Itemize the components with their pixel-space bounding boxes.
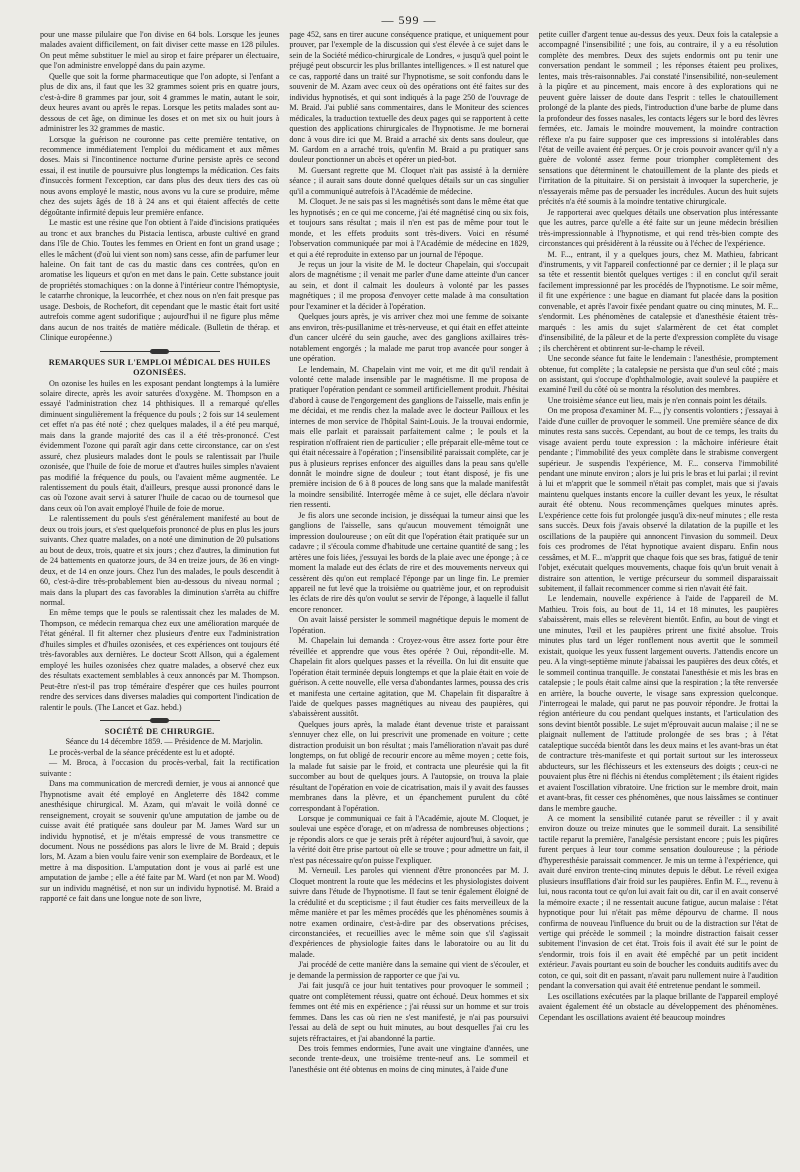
column-3 (539, 30, 778, 1160)
paragraph: Des trois femmes endormies, l'une avait une vingtaine d'années, une seconde trente-deux, une troisième trente-neuf ans. Le sommeil et l'anesthésie ont été obtenus en moins de cinq minutes, à l'aide d'une (289, 1043, 529, 1074)
column-1 (40, 30, 279, 1160)
paragraph: J'ai fait jusqu'à ce jour huit tentatives pour provoquer le sommeil ; quatre ont complètement réussi, quatre ont échoué. Deux hommes et six femmes ont été mis en expérience ; j'ai réussi sur un homme et sur trois femmes. Dans les cas où rien ne s'est manifesté, je n'ai pas poursuivi l'essai au delà de sept ou huit minutes, au bout desquelles j'ai cru les sujets réfractaires, et j'ai abandonné la partie. (289, 981, 529, 1043)
paragraph: Quelques jours après, je vis arriver chez moi une femme de soixante ans environ, très-pusillanime et très-nerveuse, et qui était en effet atteinte d'un cancer ulcéré du sein gauche, avec des ganglions axillaires très-notablement engorgés ; la malade me parut trop avancée pour songer à une opération. (289, 312, 529, 364)
paragraph: M. Cloquet. Je ne sais pas si les magnétisés sont dans le même état que les hypnotisés ; en ce qui me concerne, j'ai été magnétisé cinq ou six fois, et toujours sans résultat ; mais il n'en est pas de même pour tout le monde, et les effets produits sont très-divers. Voici en résumé l'observation communiquée par moi à l'Académie de médecine en 1829, et qui a été reproduite in extenso par un journal de l'époque. (289, 197, 529, 259)
paragraph: Le lendemain, M. Chapelain vint me voir, et me dit qu'il rendait à volonté cette malade insensible par le magnétisme. Il me proposa de pratiquer l'opération pendant ce sommeil artificiellement produit. J'hésitai d'abord à cause de l'engorgement des ganglions de l'aisselle, mais enfin je me décidai, et me rendis chez la malade avec le docteur Pailloux et les internes de mon service de l'hôpital Saint-Louis. Je la trouvai endormie, mais elle parlait et paraissait parfaitement calme ; le pouls et la respiration n'offraient rien de particulier ; elle préparait elle-même tout ce qui était nécessaire à l'opération ; l'insensibilité paraissait complète, car je pus à plusieurs reprises enfoncer des aiguilles dans la peau sans qu'elle donnât le moindre signe de douleur ; tout étant disposé, je fis une première incision de 6 à 8 pouces de long sans que la malade manifestât la moindre sensibilité. Interrogée même à ce sujet, elle déclara n'avoir rien ressenti. (289, 364, 529, 510)
paragraph: Une seconde séance fut faite le lendemain : l'anesthésie, promptement obtenue, fut complète ; la catalepsie ne persista que d'un seul côté ; mais on assistant, qui s'occupe d'ophthalmologie, avait soulevé la paupière et examiné l'œil du côté où se montra la résolution des membres. (538, 354, 778, 395)
section-title-surgery-society: SOCIÉTÉ DE CHIRURGIE. (104, 727, 215, 736)
paragraph: Je rapporterai avec quelques détails une observation plus intéressante que les autres, parce qu'elle a été faite sur un jeune médecin brésilien très-impressionnable à l'hypnotisme, et qui rend très-bien compte des circonstances qui présidèrent à la réussite ou à l'échec de l'expérience. (538, 207, 778, 249)
paragraph: Le ralentissement du pouls s'est généralement manifesté au bout de deux ou trois jours, et s'est quelquefois prononcé de plus en plus les jours suivants. Chez quatre malades, on a noté une diminution de 20 pulsations au bout de deux, trois, quatre et six jours ; chez d'autres, la diminution fut de 24 battements en quatorze jours, de 34 en treize jours, de 36 en vingt-deux, et de 14 en onze jours. Chez l'un des malades, le pouls descendit à 60, c'est-à-dire très-probablement bien au-dessous du niveau normal ; mais dans la plupart des cas favorables la diminution s'arrêta au chiffre normal. (40, 514, 280, 608)
paragraph: Quelques jours après, la malade étant devenue triste et paraissant s'ennuyer chez elle, on lui prescrivit une promenade en voiture ; cette distraction produisit un bon résultat ; mais l'amélioration n'avait pas duré longtemps, on fut obligé de recourir encore au même moyen ; cette fois, la malade fut saisie par le froid, et contracta une pleurésie qui la fit succomber au bout de quelques jours. A l'autopsie, on trouva la plaie résultant de l'opération en voie de cicatrisation, mais il y avait des fausses membranes dans la plèvre, et un épanchement purulent du côté correspondant à l'opération. (289, 719, 529, 813)
paragraph: On me proposa d'examiner M. F..., j'y consentis volontiers ; j'essayai à l'aide d'une cuiller de provoquer le sommeil. Une première séance de dix minutes resta sans succès. Cependant, au bout de ce temps, les traits du visage avaient perdu toute expression : la mâchoire inférieure était pendante ; l'immobilité des yeux complète dans le strabisme convergent supérieur. Je suspendis l'expérience, M. F... conserva l'immobilité pendant une minute environ ; alors je lui pris le bras et lui parlai ; il revint à lui et m'apprit que le sommeil n'était pas complet, mais que si j'avais maintenu quelques instants encore la cuiller devant les yeux, le résultat aurait été obtenu. Nous recommençâmes quelques minutes après. L'expérience cette fois fut prolongée jusqu'à dix-neuf minutes ; elle resta sans succès. Deux fois j'avais observé la dilatation de la pupille et les oscillations de la paupière qui annoncent l'invasion du sommeil. Deux fois ces prodromes de l'état hypnotique avaient disparu. Enfin nous cessâmes, et M. F... m'apprit que chaque fois que ses bras, fatigué de tenir l'objet, exécutait quelques mouvements, chaque fois qu'un bruit venait à distraire son attention, le vertige précurseur du sommeil disparaissait subitement, il fallait recommencer comme si rien n'avait été fait. (538, 406, 778, 594)
paragraph: On avait laissé persister le sommeil magnétique depuis le moment de l'opération. (289, 615, 529, 635)
paragraph: petite cuiller d'argent tenue au-dessus des yeux. Deux fois la catalepsie a accompagné l'insensibilité ; une fois, au contraire, il y a eu résolution complète des membres. Deux des sujets endormis ont pu tenir une conversation pendant le sommeil ; les réponses étaient peu prolixes, lentes, mais très-raisonnables. J'ai constaté l'insensibilité, non-seulement à la piqûre et au pincement, mais encore à des explorations qui ne peuvent guère laisser de doute dans l'esprit : telles le chatouillement prolongé de la plante des pieds, l'introduction d'une barbe de plume dans la profondeur des fosses nasales, les contacts légers sur le bord des lèvres fermées, etc. Jamais le moindre mouvement, la moindre contraction réflexe n'a pu faire supposer que ces impressions si intolérables dans l'état de veille avaient été perçues. Or je crois pouvoir avancer qu'il n'y a guère de volonté assez ferme pour triompher complètement des sensations que déterminent le chatouillement de la plante des pieds et l'irritation de la pituitaire. Si on persistait à invoquer la supercherie, je n'essayerais même pas de persuader les incrédules. Aucun des huit sujets précités n'a été soumis à la moindre tentative chirurgicale. (538, 30, 778, 207)
text-columns (40, 30, 778, 1160)
meeting-info: Séance du 14 décembre 1859. — Présidence de M. Marjolin. (65, 737, 263, 747)
paragraph: M. Verneuil. Les paroles qui viennent d'être prononcées par M. J. Cloquet montrent la route que les médecins et les physiologistes doivent suivre dans l'étude de l'hypnotisme. Il faut se tenir également éloigné de la crédulité et du scepticisme ; il faut étudier ces faits merveilleux de la même manière et par les mêmes procédés que les phénomènes soumis à notre examen ordinaire, c'est-à-dire par des observations précises, circonstanciées, et recueillies avec le même soin que s'il s'agissait d'expériences de physiologie faites dans le laboratoire ou au lit du malade. (289, 866, 529, 959)
paragraph: Le lendemain, nouvelle expérience à l'aide de l'appareil de M. Mathieu. Trois fois, au bout de 11, 14 et 18 minutes, les paupières s'abaissèrent, mais elles se relevèrent bientôt. Enfin, au bout de vingt et une minutes, l'œil et les paupières prirent une fixité absolue. Trois minutes plus tard un léger ronflement nous avertit que le sommeil existait, quoique les yeux fussent largement ouverts. J'attendis encore un peu. A la vingt-septième minute j'abaissai les paupières des deux côtés, et le sommeil continua tranquille. Je constatai l'anesthésie et mis les bras en catalepsie ; le pouls était calme ainsi que la respiration ; la tête renversée en arrière, la bouche ouverte, le visage sans expression quelconque. J'interrogeai le malade, qui parut ne pas pouvoir répondre. Je frottai la région antérieure du cou pendant quelques instants, et l'articulation des sons devint bientôt possible. Le sujet m'éprouvait aucun malaise ; il ne se plaignait nullement de l'attitude prolongée de ses bras ; à l'état cataleptique succéda bientôt dans les deux mains et les avant-bras un état de contracture très-manifeste et qui portait surtout sur les interosseux abducteurs, sur les fléchisseurs et les extenseurs des doigts ; ceux-ci ne pouvaient plus être ni fléchis ni étendus complètement ; ils étaient rigides et avaient l'oscillation vibratoire. Une friction sur le membre droit, main et avant-bras, fit cesser ces phénomènes, que nous laissâmes se continuer dans le membre gauche. (538, 594, 778, 813)
paragraph: Une troisième séance eut lieu, mais je n'en connais point les détails. (547, 395, 767, 405)
paragraph: Le mastic est une résine que l'on obtient à l'aide d'incisions pratiquées au tronc et aux branches du Pistacia lentisca, arbuste cultivé en grand dans l'île de Chio. Toutes les femmes en Orient en font un grand usage ; elles le mâchent (d'où lui vient son nom) sans cesse, afin de parfumer leur haleine. On fait tant de cas du mastic dans ces contrées, qu'on en aromatise les liqueurs et qu'on en met dans le pain. Cette substance jouit de propriétés stomachiques : on la donne à l'intérieur contre l'hémoptysie, le catarrhe chronique, la leucorrhée, et chez nous on n'en fait presque pas usage. Desbois, de Rochefort, dit cependant que le mastic était fort usité autrefois comme agent sudorifique ; aujourd'hui il ne figure plus même dans aucun de nos traités de matière médicale. (Bulletin de thérap. et Clinique européenne.) (40, 218, 280, 343)
paragraph: A ce moment la sensibilité cutanée parut se réveiller : il y avait environ douze ou treize minutes que le sommeil durait. La sensibilité tactile reparut la première, l'analgésie persistant encore ; puis les piqûres furent perçues à leur tour comme sensation douloureuse ; la période d'hyperesthésie paraissait commencer. Je mis un terme à l'expérience, qui avait duré environ trente-cinq minutes depuis le début. Le réveil exigea plusieurs insufflations d'air froid sur les paupières. Enfin M. F..., revenu à lui, nous raconta tout ce qu'on lui avait fait ou dit, car il en avait conservé la mémoire exacte ; il ne ressentait aucune fatigue, aucun malaise : l'état hypnotique pour lui n'était pas même dépourvu de charme. Il nous confirma de nouveau l'influence du bruit ou de la distraction sur l'état de vertige qui précède le sommeil ; la moindre distraction faisait cesser subitement l'invasion de cet état. Trois fois il avait été sur le point de s'endormir, trois fois il en avait été empêché par un petit incident extérieur. J'avais pourtant eu soin de boucher les conduits auditifs avec du coton, ce qui, soit dit en passant, n'avait paru nullement nuire à l'audition pendant la conversation qui avait été entretenue pendant le sommeil. (538, 813, 778, 991)
paragraph: J'ai procédé de cette manière dans la semaine qui vient de s'écouler, et je demande la permission de rapporter ce que j'ai vu. (289, 960, 529, 980)
paragraph: Je fis alors une seconde incision, je disséquai la tumeur ainsi que les ganglions de l'aisselle, sans qu'aucun mouvement témoignât une impression douloureuse ; on eût dit que l'opération était pratiquée sur un cadavre ; il s'écoula comme d'habitude une certaine quantité de sang ; les artères une fois liées, j'essuyai les bords de la plaie avec une éponge ; à ce moment la malade eut des éclats de rire et des mouvements nerveux qui cessèrent dès qu'on eut remplacé l'éponge par un linge fin. Le premier appareil ne fut levé que la troisième ou quatrième jour, et on reproduisit les éclats de rire dès qu'on voulut se servir de l'éponge, à laquelle il fallut encore renoncer. (289, 510, 529, 614)
page-number: — 599 — (381, 13, 437, 27)
paragraph: pour une masse pilulaire que l'on divise en 64 bols. Lorsque les jeunes malades avaient difficilement, on fait diviser cette masse en 128 pilules. On peut même substituer le miel au sirop et faire préparer un électuaire, que l'on administre enveloppé dans du pain azyme. (40, 30, 280, 71)
paragraph: On ozonise les huiles en les exposant pendant longtemps à la lumière solaire directe, après les avoir saturées d'oxygène. M. Thompson en a essayé l'administration chez 14 phthisiques. Il a remarqué qu'elles diminuent singulièrement la fréquence du pouls ; 2 fois sur 14 seulement cet effet n'a pas été noté ; chez quelques malades, il a été peu marqué, mais dans la grande majorité des cas il a été très-prononcé. C'est évidemment l'ozone qui paraît agir dans cette circonstance, car on s'est assuré, chez plusieurs malades dont le pouls se ralentissait par l'huile ozonisée, que l'huile de foie de morue et d'autres huiles simples n'avaient pas modifié la fréquence du pouls, ou l'avaient même augmentée. Le ralentissement du pouls était, d'ailleurs, presque aussi prononcé dans le cas où l'ozone avait servi à saturer l'huile de cacao ou de tournesol que dans ceux où l'on avait employé l'huile de foie de morue. (40, 378, 280, 513)
paragraph: Je reçus un jour la visite de M. le docteur Chapelain, qui s'occupait alors de magnétisme ; il venait me parler d'une dame atteinte d'un cancer au sein, et dont il calmait les douleurs à volonté par les passes magnétiques ; il me proposa d'envoyer cette malade à ma consultation pour l'examiner et la décider à l'opération. (289, 259, 529, 311)
paragraph: Le procès-verbal de la séance précédente est lu et adopté. (49, 747, 235, 757)
paragraph: Lorsque la guérison ne couronne pas cette première tentative, on recommence immédiatement l'emploi du médicament et aux mêmes doses. Mais si l'incontinence nocturne d'urine persiste après ce second essai, il est inutile de poursuivre plus longtemps la médication. Ces faits d'insuccès forment l'exception, car dans plus des deux tiers des cas où nous avons employé le mastic, nous avons vu la cure se produire, même chez des sujets âgés de 18 à 24 ans et qui étaient affectés de cette dégoûtante infirmité depuis leur première enfance. (40, 134, 280, 217)
paragraph: Quelle que soit la forme pharmaceutique que l'on adopte, si l'enfant a plus de dix ans, il faut que les 32 grammes soient pris en quatre jours, c'est-à-dire 8 grammes par jour, soit 4 grammes le matin, autant le soir, deux heures avant ou après le repas. Lorsque les petits malades sont au-dessous de cet âge, on diminue les doses et on met six ou huit jours à administrer les 32 grammes de mastic. (40, 71, 280, 134)
section-divider (40, 717, 279, 725)
paragraph: En même temps que le pouls se ralentissait chez les malades de M. Thompson, ce médecin remarqua chez eux une amélioration marquée de l'état général. Il fit alterner chez plusieurs d'entre eux l'administration d'huiles simples et d'huiles ozonisées, et ces expériences ont toujours été très-favorables aux dernières. Le docteur Scott Allson, qui a également employé les huiles ozonisées chez quatre malades, a observé chez eux des résultats exactement semblables à ceux annoncés par M. Thompson. Peut-être n'est-il pas trop téméraire d'espérer que ces huiles pourront rendre des services dans diverses maladies qui comportent l'indication de ralentir le pouls. (The Lancet et Gaz. hebd.) (40, 608, 280, 712)
section-divider (40, 348, 279, 356)
paragraph: M. F..., entrant, il y a quelques jours, chez M. Mathieu, fabricant d'instruments, y vit l'appareil confectionné par ce dernier ; il le plaça sur sa tête et ressentit bientôt quelques vertiges : il en conclut qu'il serait facilement impressionné par les procédés de l'hypnotisme. Le soir même, il fit une expérience : une bague en diamant fut placée dans la position convenable, et après l'avoir fixée pendant quatre ou cinq minutes, M. F... s'endormit. Les phénomènes de catalepsie et d'anesthésie étaient très-marqués : les amis du sujet s'alarmèrent de cet état complet d'insensibilité, de la pâleur et de la perte d'expression complète du visage ; ils cherchèrent et obtinrent sur-le-champ le réveil. (538, 249, 778, 353)
paragraph: M. Chapelain lui demanda : Croyez-vous être assez forte pour être réveillée et apprendre que vous êtes opérée ? Oui, répondit-elle. M. Chapelain fit alors quelques passes et la réveilla. On lui dit ensuite que l'opération était terminée depuis longtemps et que la plaie était en voie de guérison. A cette nouvelle, elle versa d'abondantes larmes, poussa des cris et manifesta une certaine agitation, que M. Chapelain fit disparaître à l'aide de quelques passes magnétiques au niveau des paupières, qui s'abaissèrent aussitôt. (289, 636, 529, 719)
paragraph: Les oscillations exécutées par la plaque brillante de l'appareil employé avaient également été un obstacle au développement des phénomènes. Cependant les oscillations avaient été beaucoup moindres (538, 991, 778, 1022)
paragraph: Dans ma communication de mercredi dernier, je vous ai annoncé que l'hypnotisme avait été employé en Angleterre dès 1842 comme anesthésique chirurgical. M. Azam, qui m'avait le voilà donné ce renseignement, croyait se souvenir qu'une amputation de jambe ou de cuisse avait été pratiquée sans douleur par M. James Ward sur un individu hypnotisé, et je m'étais empressé de vous transmettre ce document. Nous ne possédions pas alors le livre de M. Braid ; depuis lors, M. Azam a bien voulu faire venir son exemplaire de Bordeaux, et le mettre à ma disposition. L'amputation dont je vous ai parlé est une amputation de jambe ; elle a été faite par M. Ward (et non par M. Wood) sur un individu magnétisé, et non sur un individu hypnotisé. M. Braid a rapporté ce fait dans une longue note de son livre, (40, 779, 280, 904)
paragraph: M. Guersant regrette que M. Cloquet n'ait pas assisté à la dernière séance ; il aurait sans doute donné quelques détails sur un cas singulier qu'il a communiqué autrefois à l'Académie de médecine. (289, 165, 529, 196)
column-2 (289, 30, 528, 1160)
paragraph: — M. Broca, à l'occasion du procès-verbal, fait la rectification suivante : (40, 758, 280, 778)
paragraph: Lorsque je communiquai ce fait à l'Académie, ajoute M. Cloquet, je soulevai une espèce d'orage, et on m'adressa de nombreuses objections ; je répondis alors ce que je serais prêt à répéter aujourd'hui, à savoir, que la vérité doit être prise partout où elle se trouve ; pour admettre un fait, il n'est pas nécessaire qu'on puisse l'expliquer. (289, 813, 529, 865)
section-title-ozonised-oils: REMARQUES SUR L'EMPLOI MÉDICAL DES HUILES OZONISÉES. (48, 357, 271, 378)
paragraph: page 452, sans en tirer aucune conséquence pratique, et uniquement pour prouver, par l'exemple de la discussion qui s'est élevée à ce sujet dans le sein de la Société médico-chirurgicale de Londres, « jusqu'à quel point le préjugé peut obscurcir les plus brillantes intelligences. » Il est naturel que ce cas, rapporté dans un traité sur l'hypnotisme, se soit confondu dans le souvenir de M. Azam avec ceux où des opérations ont été faites sur des individus hypnotisés, et qui sont indiqués à la page 250 de l'ouvrage de M. Braid. J'ai publié sans commentaires, dans le Moniteur des sciences médicales, la traduction textuelle des deux pages qui se rapportent à cette question des applications chirurgicales de l'hypnotisme. Je me bornerai donc à vous dire ici que M. Braid a arraché six dents sans douleur, que M. Gardom en a arraché trois, qu'enfin M. Braid a pu pratiquer sans douleur ponctionner un abcès et opérer un pied-bot. (289, 30, 529, 165)
